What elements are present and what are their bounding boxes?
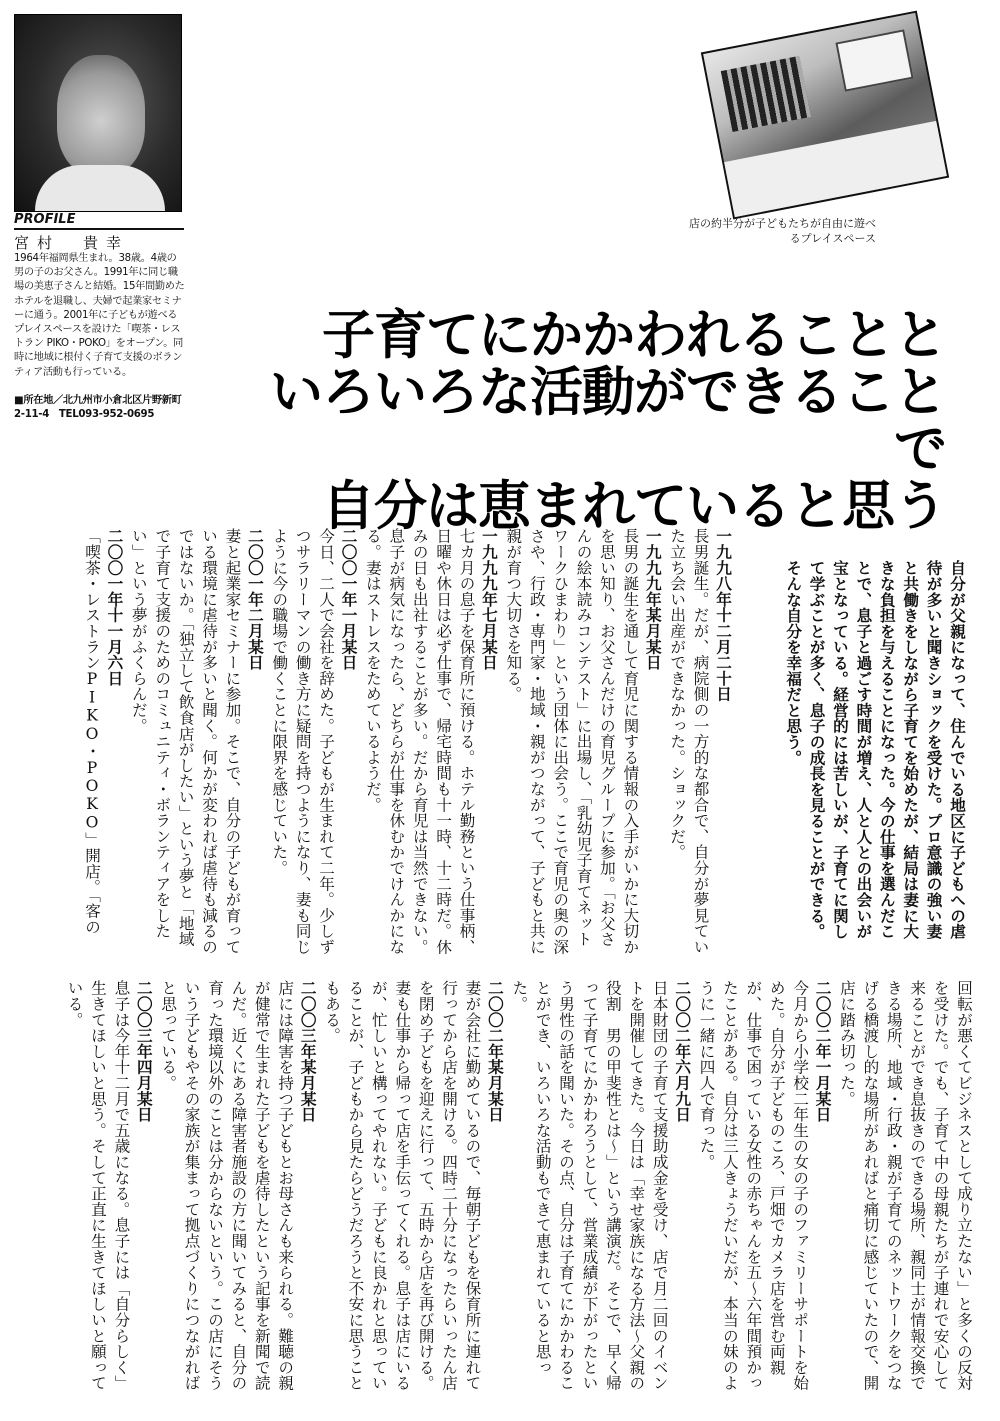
shop-photo-window (835, 29, 913, 91)
profile-bio: 1964年福岡県生まれ。38歳。4歳の男の子のお父さん。1991年に同じ職場の美恵子さんと結婚。15年間勤めたホテルを退職し、夫婦で起業家セミナーに通う。2001年に子どもが遊べるプレイスペースを設けた「喫茶・レストラン PIKO・POKO」をオープン。同時に地域に根付く子育て支援のボランティア活動も行っている。 (14, 253, 185, 378)
diary-date: 二〇〇二年某月某日 (485, 980, 505, 1123)
diary-date: 二〇〇二年一月某日 (813, 980, 833, 1123)
intro-text: 自分が父親になって、住んでいる地区に子どもへの虐待が多いと聞きショックを受けた。プロ意識の強い妻と共働きをしながら子育てを始めたが、結局は妻に大きな負担を与えることになった。今の仕事を選んだことで、息子と過ごす時間が増え、人と人との出会いが宝となっている。経営的には苦しいが、子育てに関して学ぶことが多く、息子の成長を見ることができる。そんな自分を幸福だと思う。 (784, 560, 967, 940)
profile-photo (14, 14, 182, 212)
diary-date: 二〇〇三年四月某日 (134, 980, 154, 1123)
diary-date: 二〇〇一年一月某日 (339, 528, 359, 671)
diary-date: 二〇〇一年十一月六日 (105, 528, 125, 686)
profile-photo-shirt (35, 165, 165, 211)
diary-text: 息子は今年十二月で五歳になる。息子には「自分らしく」生きてほしいと思う。そして正直に生きてほしいと願っている。 (65, 980, 131, 1391)
diary-text: 妻と起業家セミナーに参加。そこで、自分の子どもが育っている環境に虐待が多いと聞く。何かが変われば虐待も減るのではないか。「独立して飲食店がしたい」という夢と「地域で子育て支援のためのコミュニティ・ボランティアをしたい」という夢がふくらんだ。 (129, 528, 242, 955)
body-lower (30, 980, 975, 1396)
diary-date: 一九九八年十二月二十日 (714, 528, 733, 702)
profile-label: PROFILE (14, 212, 184, 230)
headline (226, 307, 946, 535)
headline-line: 自分は恵まれていると思う (322, 476, 946, 537)
diary-text: 今日、二人で会社を辞めた。子どもが生まれて二年。少しずつサラリーマンの働き方に疑問を持つようになり、妻も同じように今の職場で働くことに限界を感じていた。 (270, 528, 336, 955)
diary-text: 店には障害を持つ子どもとお母さんも来られる。難聴の親が健常で生まれた子どもを虐待したという記事を新聞で読んだ。近くにある障害者施設の方に聞いてみると、自分の育った環境以外のことは分からないという。この店にそういう子どもやその家族が集まって拠点づくりにつながればと思っている。 (159, 980, 295, 1391)
shop-photo-shelf (721, 56, 811, 132)
diary-text: 妻が会社に勤めているので、毎朝子どもを保育所に連れて行ってから店を開ける。四時二十分になったらいったん店を閉め子どもを迎えに行って、五時から店を再び開ける。妻も仕事から帰って店を手伝ってくれる。息子は店にいるが、忙しいと構ってやれない。子どもに良かれと思っていることが、子どもから見たらどうだろうと不安に思うこともある。 (323, 980, 482, 1391)
diary-date: 一九九九年七月某日 (479, 528, 499, 671)
headline-line: いろいろな活動ができることで (270, 362, 946, 480)
diary-text: 七カ月の息子を保育所に預ける。ホテル勤務という仕事柄、日曜や休日は必ず仕事で、帰宅時間も十一時、十二時だ。休みの日も出社することが多い。だから育児は当然できない。息子が病気になったら、どちらが仕事を休むかでけんかになる。妻はストレスをためているようだ。 (363, 528, 476, 955)
diary-date: 二〇〇二年六月九日 (673, 980, 693, 1123)
shop-photo (701, 11, 949, 220)
diary-date: 二〇〇三年某月某日 (298, 980, 318, 1123)
photo-caption: 店の約半分が子どもたちが自由に遊べるプレイスペース (689, 217, 876, 245)
diary-text: 回転が悪くてビジネスとして成り立たない」と多くの反対を受けた。でも、子育て中の母親たちが子連れで安心して来ることができ息抜きのできる場所、親同士が情報交換できる場所、地域・行政・親が子育てのネットワークをつなげる橋渡し的な場所があればと痛切に感じていたので、開店に踏み切った。 (837, 980, 973, 1391)
shop-photo-floor (724, 121, 947, 217)
diary-date: 二〇〇一年二月某日 (245, 528, 265, 671)
diary-text: 「喫茶・レストランPIKO・POKO」開店。「客の (83, 528, 102, 935)
diary-text: 長男の誕生を通して育児に関する情報の入手がいかに大切かを思い知り、お父さんだけの育児グループに参加。「お父さんの絵本読みコンテスト」に出場し、「乳幼児子育てネットワークひまわり」という団体に出会う。ここで育児の奥の深さや、行政・専門家・地域・親がつながって、子どもと共に親が育つ大切さを知る。 (504, 528, 640, 955)
diary-text: 日本財団の子育て支援助成金を受け、店で月二回のイベントを開催してきた。今日は「幸せ家族になる方法～父親の役割 男の甲斐性とは～」という講演だ。そこで、早く帰って子育てにかかわろうとして、営業成績が下がったという男性の話を聞いた。その点、自分は子育てにかかわることができ、いろいろな活動もできて恵まれていると思った。 (510, 980, 669, 1391)
diary-date: 一九九九年某月某日 (643, 528, 663, 671)
profile-address: ■所在地／北九州市小倉北区片野新町2-11-4 TEL093-952-0695 (14, 395, 182, 421)
profile-name: 宮村 貴幸 (14, 234, 130, 252)
diary-text: 今月から小学校二年生の女の子のファミリーサポートを始めた。自分が子どものころ、戸畑でカメラ店を営む両親が、仕事で困っている女性の赤ちゃんを五～六年間預かったことがある。自分は三人きょうだいだが、本当の妹のように一緒に四人で育った。 (697, 980, 810, 1391)
profile-photo-face (57, 55, 145, 175)
headline-line: 子育てにかかわれることと (322, 305, 946, 366)
diary-text: 長男誕生。だが、病院側の一方的な都合で、自分が夢見ていた立ち会い出産ができなかった。ショックだ。 (668, 528, 710, 955)
body-upper (30, 528, 735, 958)
